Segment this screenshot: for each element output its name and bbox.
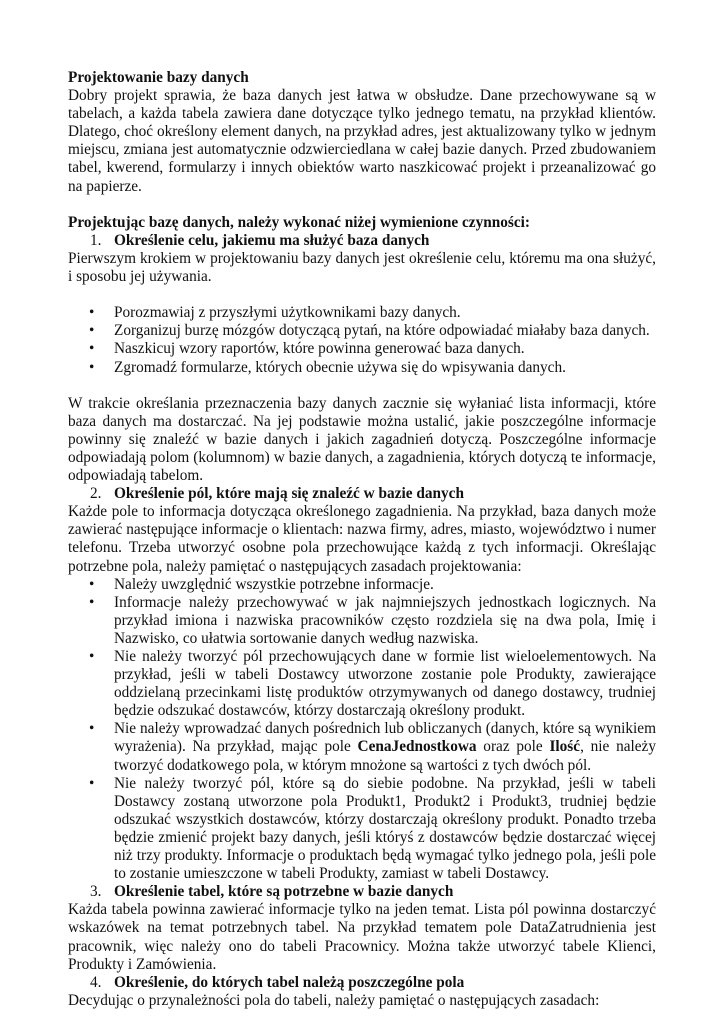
step-1-after-paragraph: W trakcie określania przeznaczenia bazy danych zacznie się wyłaniać lista informacji, które baza danych ma dostarczać. Na jej podstawie można ustalić, jakie poszczególne informacje powinny się znaleźć w bazie danych i jakich zagadnień dotyczą. Poszczególne informacje odpowiadają polom (kolumnom) w bazie danych, a zagadnienia, których dotyczą te informacje, odpowiadają tabelom. [68, 394, 656, 485]
bullet-icon: • [89, 593, 95, 611]
intro-paragraph: Dobry projekt sprawia, że baza danych jest łatwa w obsłudze. Dane przechowywane są w tabelach, a każda tabela zawiera dane dotyczące tylko jednego tematu, na przykład klientów. Dlatego, choć określony element danych, na przykład adres, jest aktualizowany tylko w jednym miejscu, zmiana jest automatycznie odzwierciedlana w całej bazie danych. Przed zbudowaniem tabel, kwerend, formularzy i innych obiektów warto naszkicować projekt i przeanalizować go na papierze. [68, 87, 656, 195]
spacer [68, 286, 656, 304]
bullet-icon: • [89, 720, 95, 738]
list-item: • Informacje należy przechowywać w jak najmniejszych jednostkach logicznych. Na przykład imiona i nazwiska pracowników często rozdziela się na dwa pola, Imię i Nazwisko, co ułatwia sortowanie danych według nazwiska. [89, 593, 656, 647]
list-item: • Nie należy tworzyć pól, które są do siebie podobne. Na przykład, jeśli w tabeli Dostawcy zostaną utworzone pola Produkt1, Produkt2 i Produkt3, trudniej będzie odszukać wszystkich dostawców, którzy dostarczają określony produkt. Ponadto trzeba będzie zmienić projekt bazy danych, jeśli któryś z dostawców będzie dostarczać więcej niż trzy produkty. Informacje o produktach będą wymagać tylko jednego pola, jeśli pole to zostanie umieszczone w tabeli Produkty, zamiast w tabeli Dostawcy. [89, 774, 656, 883]
step-1-bullet-list [68, 304, 656, 376]
bullet-icon: • [89, 648, 95, 665]
step-label: Określenie tabel, które są potrzebne w bazie danych [114, 883, 454, 901]
step-number: 4. [90, 973, 102, 991]
step-number: 1. [90, 231, 102, 249]
list-item: • Nie należy tworzyć pól przechowujących dane w formie list wieloelementowych. Na przykład, jeśli w tabeli Dostawcy utworzone zostanie pole Produkty, zawierające oddzielaną przecinkami listę produktów otrzymywanych od danego dostawcy, trudniej będzie odszukać dostawców, którzy dostarczają określony produkt. [89, 648, 656, 720]
bullet-icon: • [89, 304, 95, 322]
bullet-icon: • [89, 358, 95, 376]
step-1-heading [68, 232, 656, 250]
step-1-paragraph: Pierwszym krokiem w projektowaniu bazy danych jest określenie celu, któremu ma ona służyć, i sposobu jej używania. [68, 249, 656, 286]
field-name-ilosc: Ilość [549, 738, 581, 756]
list-item: • Zorganizuj burzę mózgów dotyczącą pytań, na które odpowiadać miałaby baza danych. [89, 322, 650, 340]
step-2-bullet-list [68, 576, 656, 884]
bullet-icon: • [89, 340, 95, 358]
step-label: Określenie celu, jakiemu ma służyć baza danych [114, 231, 430, 249]
spacer [68, 196, 656, 214]
step-2-paragraph: Każde pole to informacja dotycząca określonego zagadnienia. Na przykład, baza danych może zawierać następujące informacje o klientach: nazwa firmy, adres, miasto, województwo i numer telefonu. Trzeba utworzyć osobne pola przechowujące każdą z tych informacji. Określając potrzebne pola, należy pamiętać o następujących zasadach projektowania: [68, 503, 656, 575]
list-item: • Nie należy wprowadzać danych pośrednich lub obliczanych (danych, które są wynikiem wyrażenia). Na przykład, mając pole CenaJednostkowa oraz pole Ilość, nie należy tworzyć dodatkowego pola, w którym mnożone są wartości z tych dwóch pól. [89, 720, 656, 774]
list-item: • Należy uwzględnić wszystkie potrzebne informacje. [89, 575, 434, 593]
bullet-icon: • [89, 322, 95, 340]
step-label: Określenie, do których tabel należą poszczególne pola [114, 973, 465, 991]
spacer [68, 377, 656, 395]
step-2-heading [68, 485, 656, 503]
field-name-cena: CenaJednostkowa [357, 738, 477, 756]
step-4-heading [68, 974, 656, 992]
list-item: • Naszkicuj wzory raportów, które powinna generować baza danych. [89, 340, 525, 358]
step-4-paragraph: Decydując o przynależności pola do tabeli, należy pamiętać o następujących zasadach: [68, 991, 600, 1009]
document-title: Projektowanie bazy danych [68, 69, 249, 86]
step-number: 3. [90, 883, 102, 901]
list-item: • Zgromadź formularze, których obecnie używa się do wpisywania danych. [89, 358, 566, 376]
bullet-icon: • [89, 575, 95, 593]
step-3-heading [68, 883, 656, 901]
steps-heading: Projektując bazę danych, należy wykonać niżej wymienione czynności: [68, 213, 530, 231]
step-label: Określenie pól, które mają się znaleźć w bazie danych [114, 485, 464, 503]
list-item: • Porozmawiaj z przyszłymi użytkownikami bazy danych. [89, 304, 461, 322]
document-page [68, 69, 656, 1010]
step-number: 2. [90, 485, 102, 503]
bullet-icon: • [89, 774, 95, 792]
step-3-paragraph: Każda tabela powinna zawierać informacje tylko na jeden temat. Lista pól powinna dostarczyć wskazówek na temat potrzebnych tabel. Na przykład tematem pole DataZatrudnienia jest pracownik, więc należy ono do tabeli Pracownicy. Można także utworzyć tabele Klienci, Produkty i Zamówienia. [68, 901, 656, 973]
